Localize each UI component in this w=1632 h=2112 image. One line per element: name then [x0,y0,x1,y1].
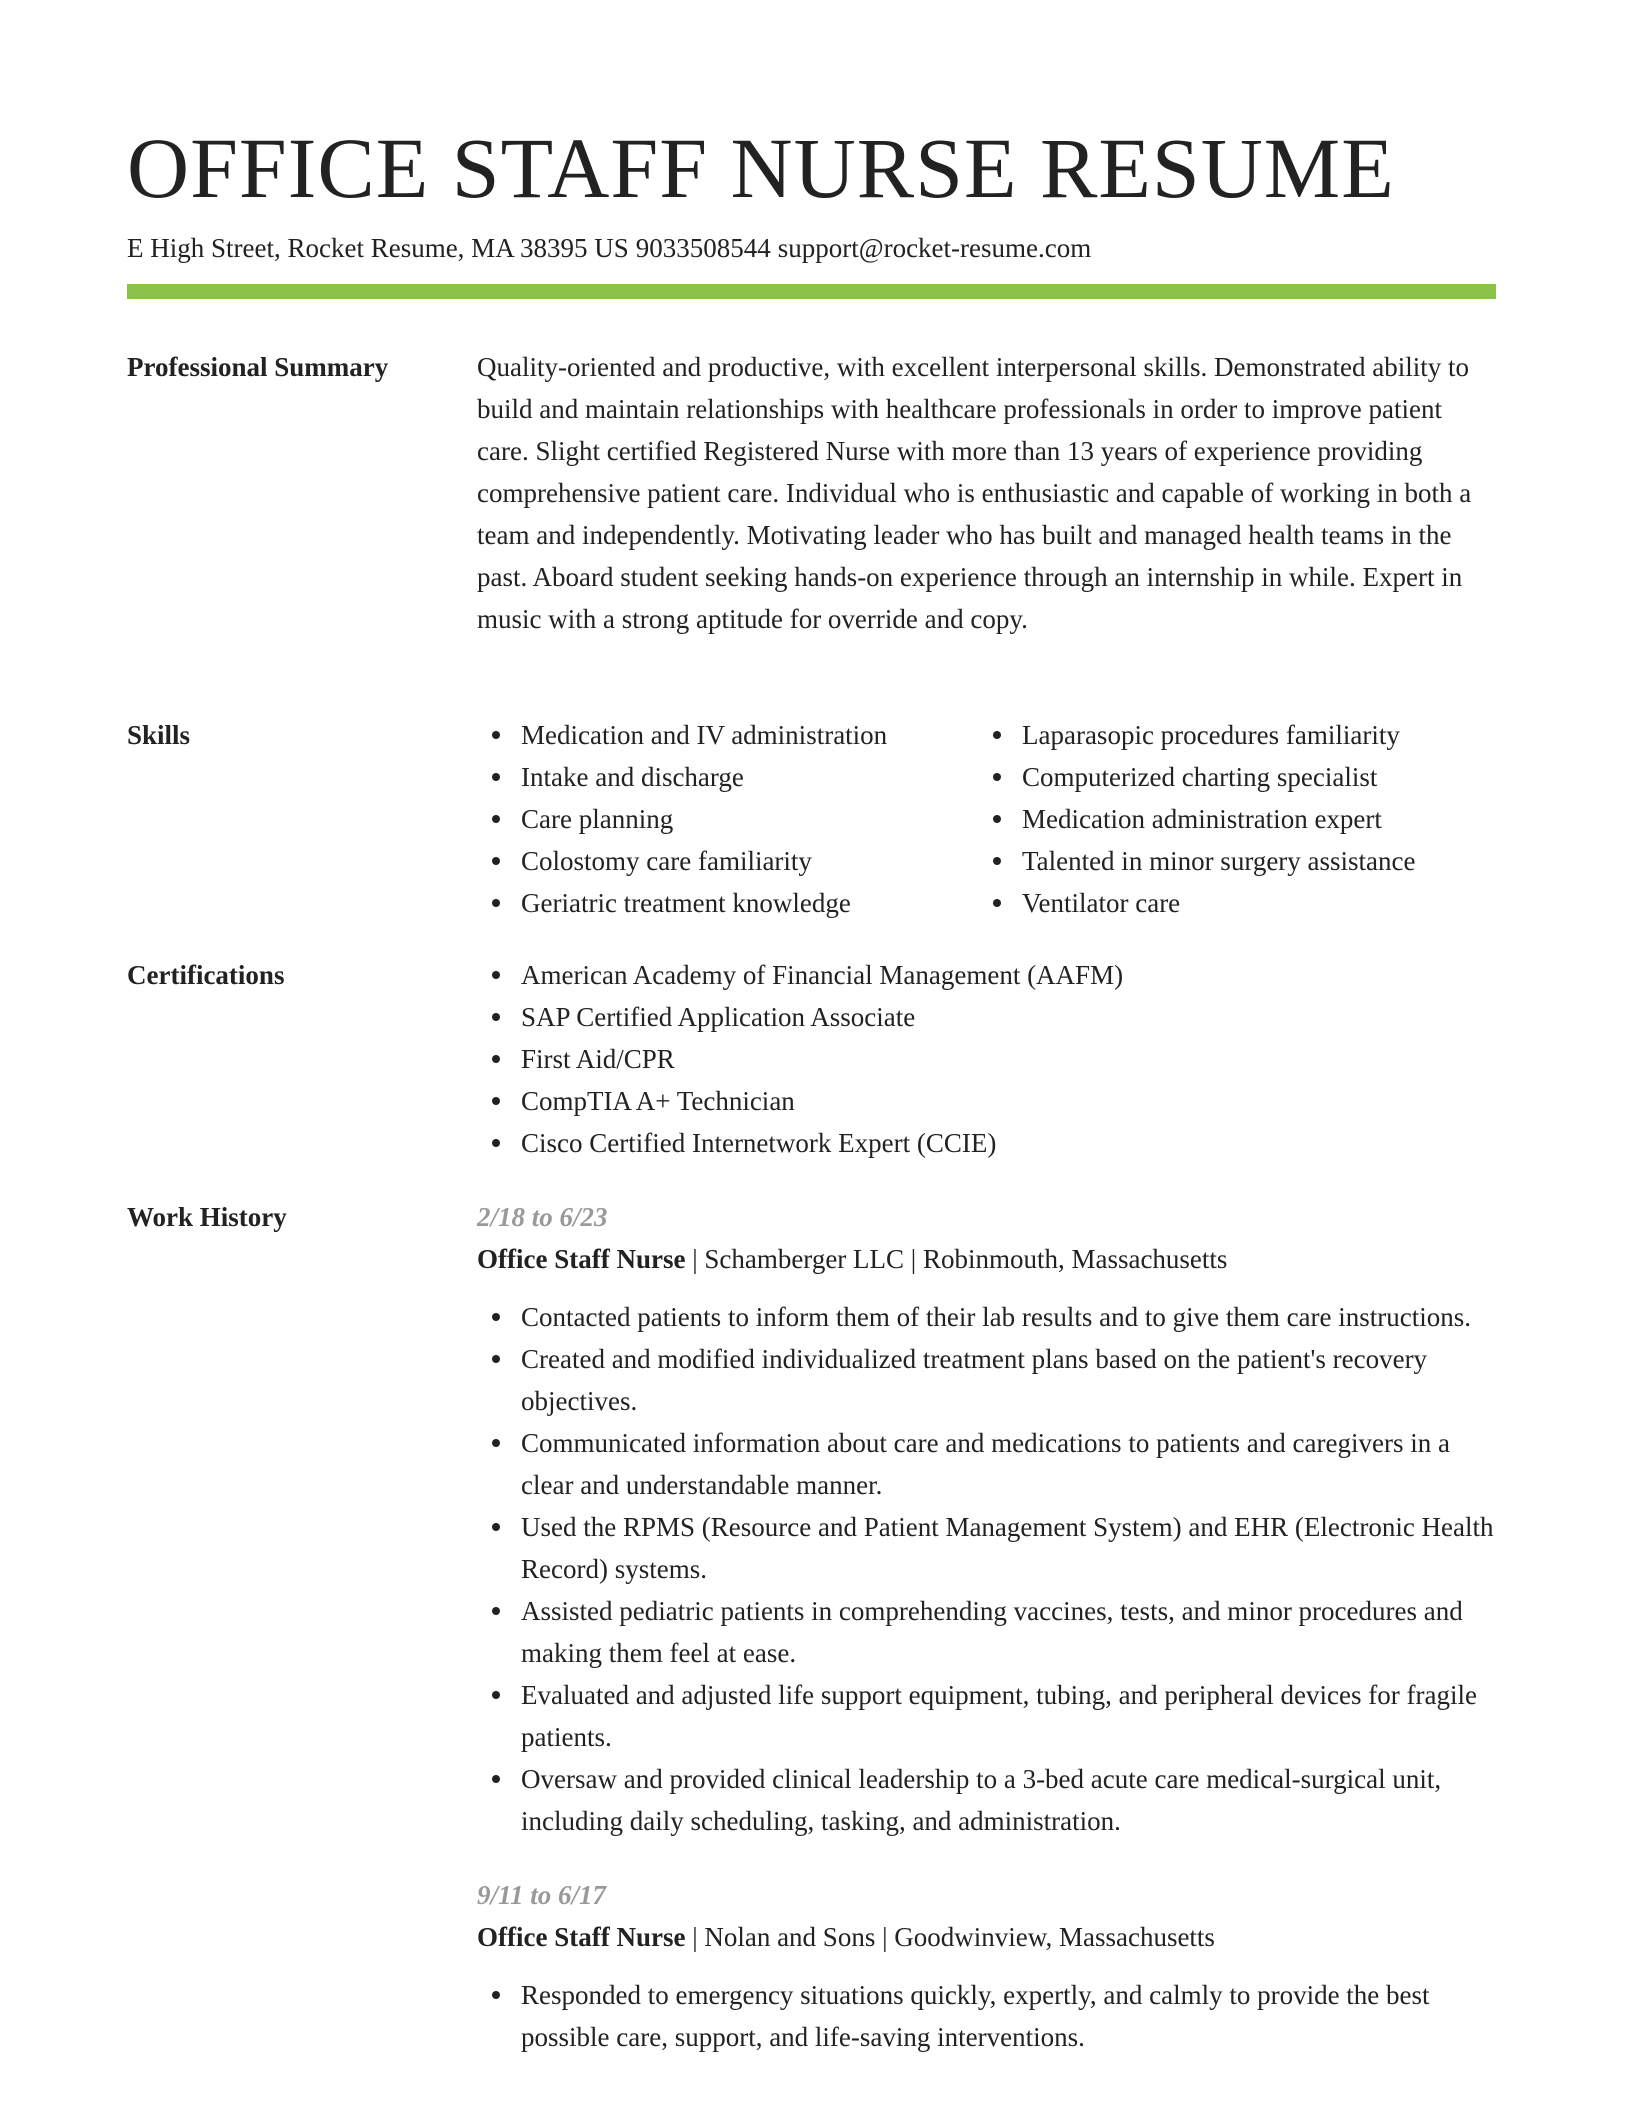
job-details: | Nolan and Sons | Goodwinview, Massachusetts [685,1922,1215,1952]
skills-content [477,714,1496,924]
certification-item: CompTIA A+ Technician [477,1080,1496,1122]
certifications-heading: Certifications [127,960,285,990]
skill-item: Colostomy care familiarity [477,840,978,882]
certification-item: SAP Certified Application Associate [477,996,1496,1038]
job-bullets [477,1296,1496,1842]
contact-email: support@rocket-resume.com [777,233,1092,263]
certification-item: American Academy of Financial Management (AAFM) [477,954,1496,996]
job-entry [477,1196,1496,1842]
job-bullets [477,1974,1496,2058]
header-divider [127,284,1496,299]
contact-address: E High Street, Rocket Resume, MA 38395 US [127,233,629,263]
job-heading [477,1916,1496,1958]
job-bullet: Responded to emergency situations quickly, expertly, and calmly to provide the best possible care, support, and life-saving interventions. [477,1974,1496,2058]
skill-item: Computerized charting specialist [978,756,1479,798]
job-title: Office Staff Nurse [477,1922,686,1952]
job-bullet: Oversaw and provided clinical leadership to a 3-bed acute care medical-surgical unit, including daily scheduling, tasking, and administration. [477,1758,1496,1842]
summary-content [477,346,1496,640]
skill-item: Intake and discharge [477,756,978,798]
job-dates: 9/11 to 6/17 [477,1880,607,1910]
job-bullet: Created and modified individualized treatment plans based on the patient's recovery objectives. [477,1338,1496,1422]
skill-item: Talented in minor surgery assistance [978,840,1479,882]
skill-item: Ventilator care [978,882,1479,924]
skills-heading: Skills [127,720,191,750]
skills-list-right [978,714,1479,924]
skill-item: Geriatric treatment knowledge [477,882,978,924]
job-dates: 2/18 to 6/23 [477,1202,608,1232]
work-history-content [477,1196,1496,2058]
summary-heading: Professional Summary [127,352,389,382]
job-bullet: Communicated information about care and medications to patients and caregivers in a clear and understandable manner. [477,1422,1496,1506]
certifications-content [477,954,1496,1164]
job-bullet: Evaluated and adjusted life support equipment, tubing, and peripheral devices for fragile patients. [477,1674,1496,1758]
certification-item: First Aid/CPR [477,1038,1496,1080]
skills-list-left [477,714,978,924]
contact-phone: 9033508544 [635,233,771,263]
job-title: Office Staff Nurse [477,1244,686,1274]
skill-item: Care planning [477,798,978,840]
job-bullet: Used the RPMS (Resource and Patient Management System) and EHR (Electronic Health Record) systems. [477,1506,1496,1590]
job-details: | Schamberger LLC | Robinmouth, Massachusetts [685,1244,1228,1274]
job-bullet: Contacted patients to inform them of their lab results and to give them care instructions. [477,1296,1496,1338]
contact-line [127,231,1091,265]
certification-item: Cisco Certified Internetwork Expert (CCIE) [477,1122,1496,1164]
certifications-list [477,954,1496,1164]
resume-title: OFFICE STAFF NURSE RESUME [127,120,1395,216]
job-heading [477,1238,1496,1280]
job-entry [477,1874,1496,2058]
skill-item: Laparasopic procedures familiarity [978,714,1479,756]
work-history-heading: Work History [127,1202,287,1232]
skill-item: Medication and IV administration [477,714,978,756]
job-bullet: Assisted pediatric patients in comprehending vaccines, tests, and minor procedures and making them feel at ease. [477,1590,1496,1674]
summary-text: Quality-oriented and productive, with excellent interpersonal skills. Demonstrated ability to build and maintain relationships with healthcare professionals in order to improve patient care. Slight certified Registered Nurse with more than 13 years of experience providing comprehensive patient care. Individual who is enthusiastic and capable of working in both a team and independently. Motivating leader who has built and managed health teams in the past. Aboard student seeking hands-on experience through an internship in while. Expert in music with a strong aptitude for override and copy. [477,352,1472,634]
skill-item: Medication administration expert [978,798,1479,840]
